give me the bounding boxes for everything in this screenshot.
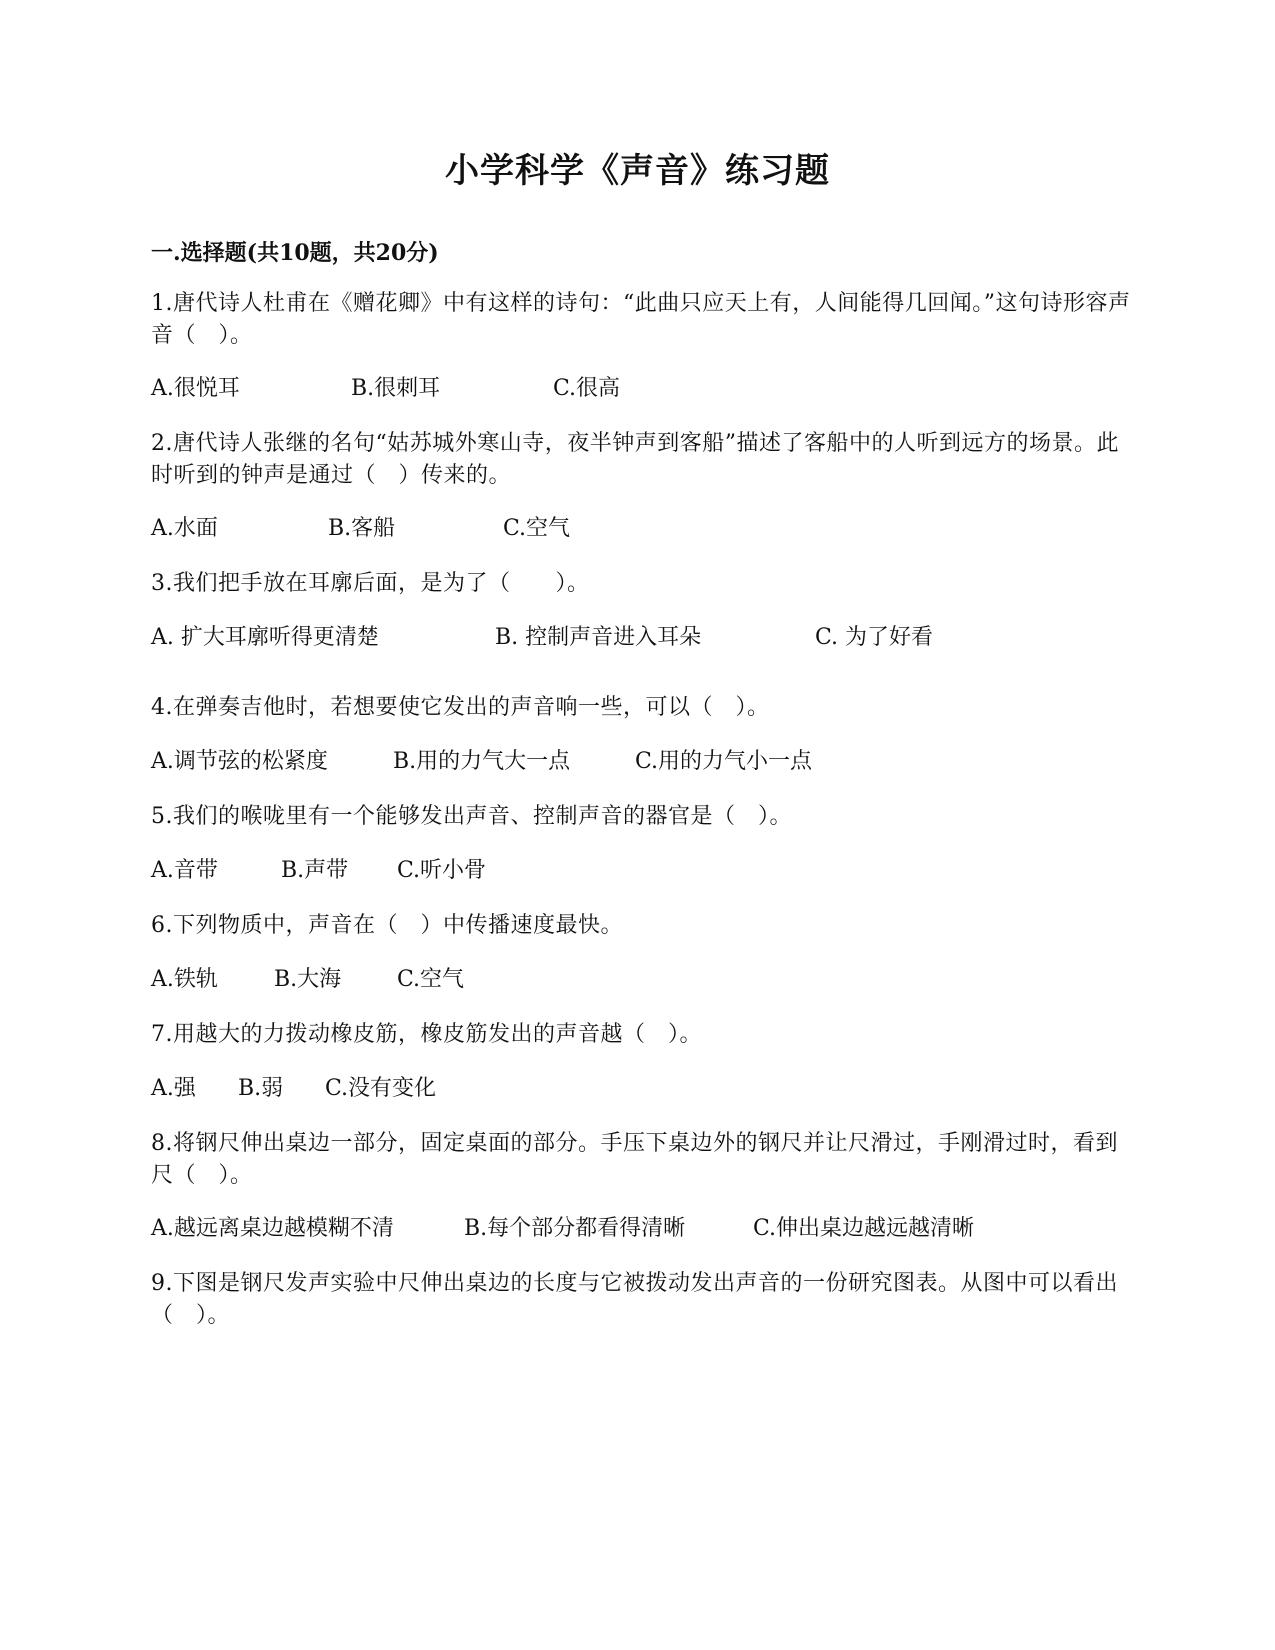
option-c: C.空气	[503, 516, 571, 541]
option-c: C.空气	[397, 967, 465, 992]
option-a: A.越远离桌边越模糊不清	[151, 1216, 394, 1241]
option-a: A.水面	[151, 516, 218, 541]
option-a: A.很悦耳	[151, 376, 240, 401]
question-3-text: 3.我们把手放在耳廓后面，是为了（ ）。	[151, 571, 590, 596]
option-c: C. 为了好看	[815, 625, 934, 650]
question-6-text: 6.下列物质中，声音在（ ）中传播速度最快。	[151, 913, 623, 938]
option-c: C.用的力气小一点	[635, 749, 813, 774]
option-a: A.铁轨	[151, 967, 218, 992]
section-heading: 一.选择题(共10题，共20分)	[151, 240, 439, 266]
option-c: C.很高	[553, 376, 621, 401]
option-a: A.强	[151, 1076, 196, 1101]
question-4-text: 4.在弹奏吉他时，若想要使它发出的声音响一些，可以（ ）。	[151, 695, 770, 720]
option-c: C.听小骨	[397, 858, 487, 883]
option-c: C.伸出桌边越远越清晰	[753, 1216, 975, 1241]
option-b: B.用的力气大一点	[393, 749, 571, 774]
option-b: B.客船	[328, 516, 396, 541]
option-b: B.大海	[274, 967, 342, 992]
option-b: B.声带	[281, 858, 349, 883]
option-a: A.音带	[151, 858, 218, 883]
question-8-text: 8.将钢尺伸出桌边一部分，固定桌面的部分。手压下桌边外的钢尺并让尺滑过，手刚滑过时，看到尺（ ）。	[151, 1131, 1118, 1188]
option-a: A.调节弦的松紧度	[151, 749, 328, 774]
option-c: C.没有变化	[325, 1076, 437, 1101]
option-b: B. 控制声音进入耳朵	[495, 625, 702, 650]
question-5-text: 5.我们的喉咙里有一个能够发出声音、控制声音的器官是（ ）。	[151, 804, 792, 829]
option-b: B.每个部分都看得清晰	[464, 1216, 686, 1241]
option-b: B.很刺耳	[351, 376, 441, 401]
page-title: 小学科学《声音》练习题	[445, 151, 830, 191]
question-9-text: 9.下图是钢尺发声实验中尺伸出桌边的长度与它被拨动发出声音的一份研究图表。从图中可以看出（ ）。	[151, 1271, 1118, 1328]
option-a: A. 扩大耳廓听得更清楚	[151, 625, 379, 650]
question-1-text: 1.唐代诗人杜甫在《赠花卿》中有这样的诗句：“此曲只应天上有，人间能得几回闻。”这句诗形容声音（ ）。	[151, 291, 1131, 348]
option-b: B.弱	[238, 1076, 284, 1101]
question-7-text: 7.用越大的力拨动橡皮筋，橡皮筋发出的声音越（ ）。	[151, 1022, 702, 1047]
question-2-text: 2.唐代诗人张继的名句“姑苏城外寒山寺，夜半钟声到客船”描述了客船中的人听到远方的场景。此时听到的钟声是通过（ ）传来的。	[151, 431, 1119, 488]
